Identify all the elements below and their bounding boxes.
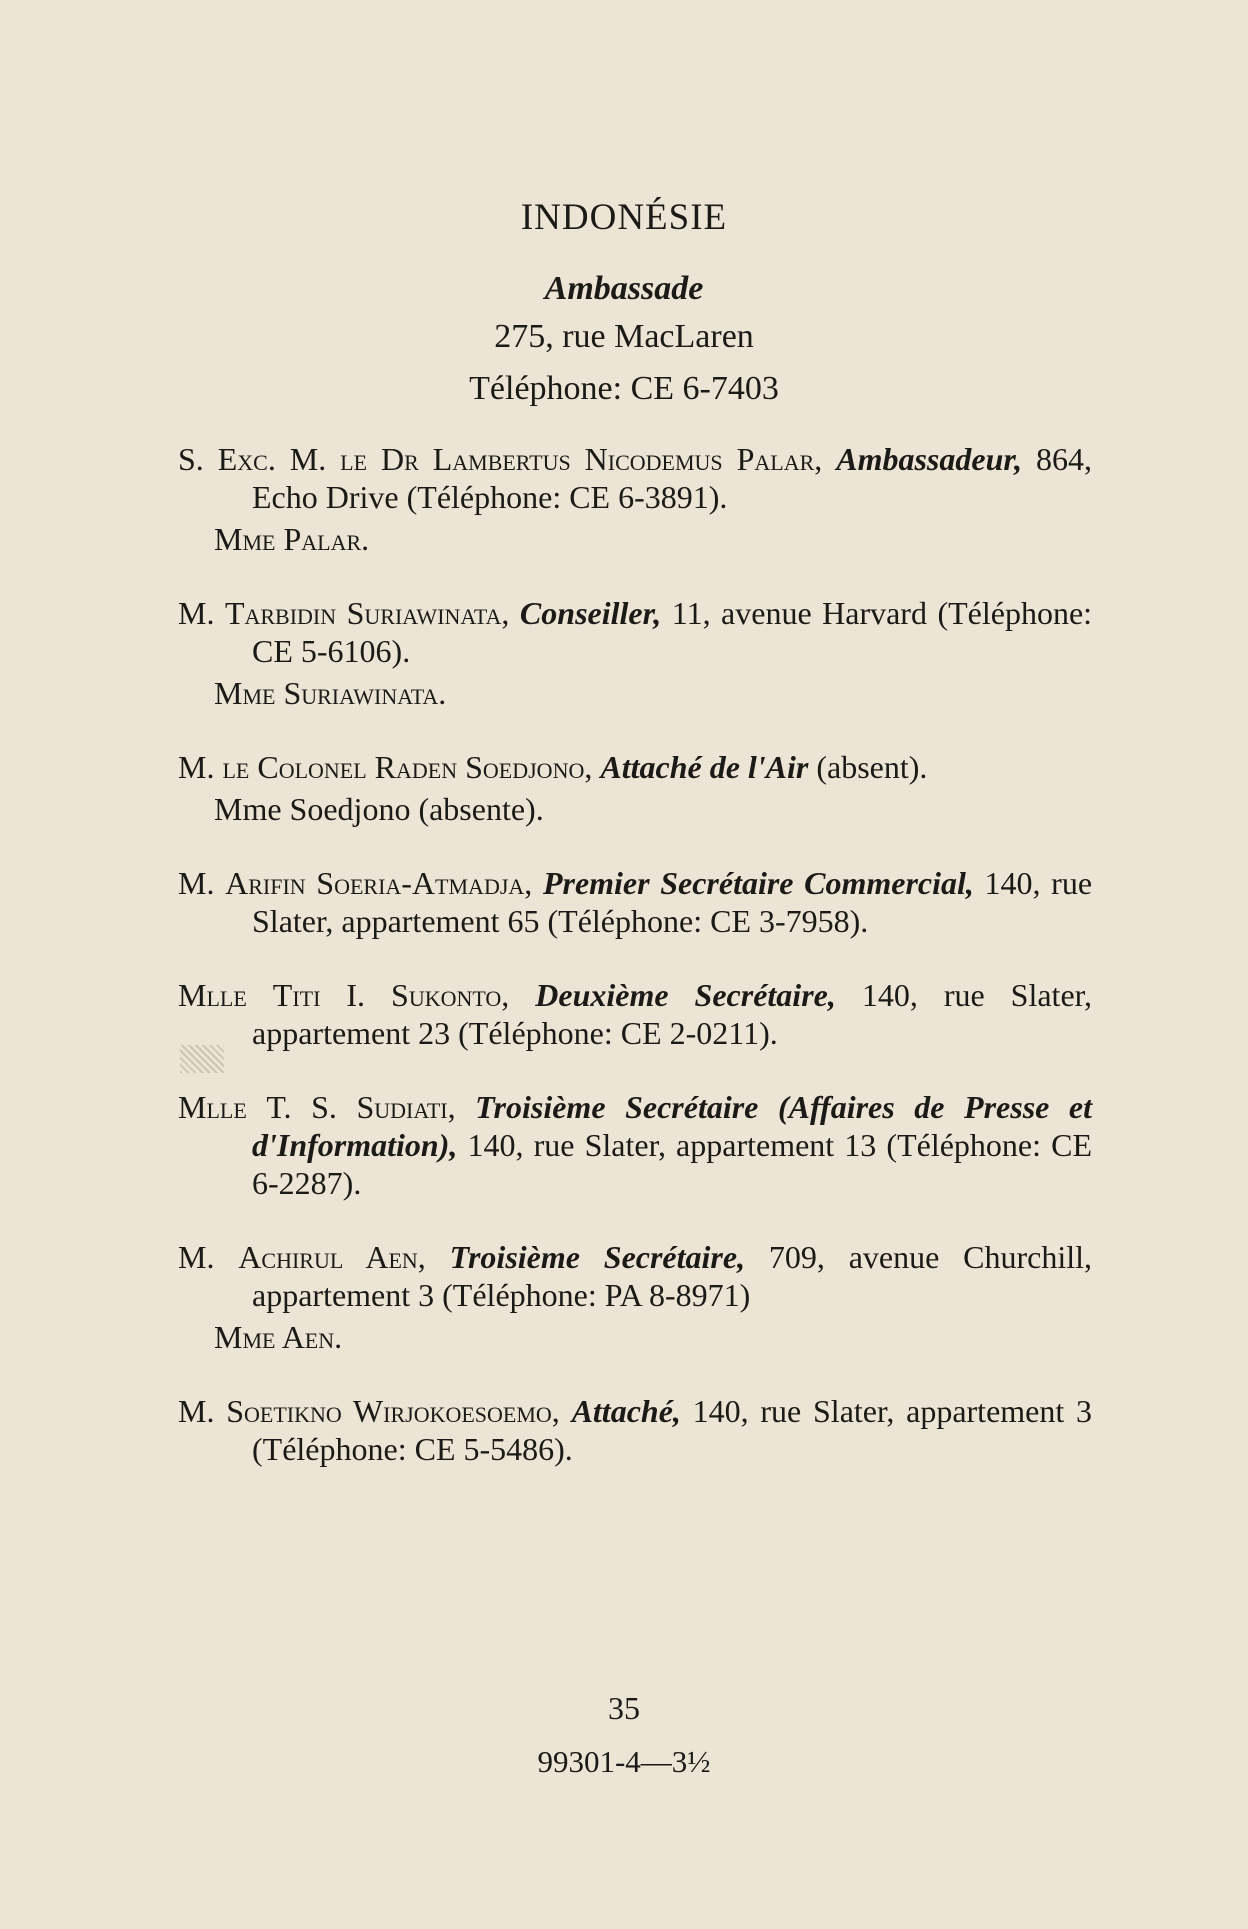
entry-role: Ambassadeur,: [836, 441, 1023, 477]
entry-honorific: S. Exc. M. le Dr: [178, 441, 419, 477]
ink-smudge: [180, 1045, 224, 1073]
entry-details: 864, Echo Drive (Téléphone: CE 6-3891).: [252, 441, 1092, 515]
entry-role: Attaché de l'Air: [600, 749, 809, 785]
entry-name: Achirul Aen,: [238, 1239, 426, 1275]
embassy-subtitle: Ambassade: [544, 270, 704, 307]
entry-honorific: M.: [178, 865, 215, 901]
entry-honorific: Mlle: [178, 977, 247, 1013]
entry-name: Titi I. Sukonto,: [272, 977, 510, 1013]
entry-details: 140, rue Slater, appartement 65 (Téléphone: CE 3-7958).: [252, 865, 1093, 939]
entry-role: Troisième Secrétaire,: [449, 1239, 746, 1275]
entry-details: 140, rue Slater, appartement 23 (Téléphone: CE 2-0211).: [252, 977, 1093, 1051]
entry-name: Lambertus Nicodemus Palar,: [432, 441, 823, 477]
entry-role: Troisième Secrétaire (Affaires de Presse et d'Information),: [252, 1089, 1093, 1163]
entry-name: Tarbidin Suriawinata,: [224, 595, 510, 631]
entry-role: Attaché,: [571, 1393, 681, 1429]
entry-role: Conseiller,: [519, 595, 662, 631]
page-number: 35: [608, 1690, 640, 1726]
print-code: 99301-4—3½: [537, 1744, 711, 1779]
entry-name: Arifin Soeria-Atmadja,: [225, 865, 533, 901]
entry-details: 140, rue Slater, appartement 3 (Téléphone: CE 5-5486).: [252, 1393, 1092, 1467]
entry-name: Colonel Raden Soedjono,: [257, 749, 593, 785]
staff-entry: [178, 594, 1092, 712]
staff-list: [178, 440, 1092, 1504]
embassy-phone: Téléphone: CE 6-7403: [469, 370, 779, 407]
staff-entry: [178, 748, 1092, 828]
entry-honorific: M.: [178, 595, 215, 631]
country-heading: INDONÉSIE: [520, 197, 728, 238]
entry-spouse: Mme Palar.: [214, 521, 370, 557]
staff-entry: [178, 1392, 1092, 1468]
staff-entry: [178, 976, 1092, 1052]
entry-spouse: Mme Suriawinata.: [214, 675, 447, 711]
entry-name: T. S. Sudiati,: [266, 1089, 456, 1125]
entry-details: 11, avenue Harvard (Téléphone: CE 5-6106).: [252, 595, 1093, 669]
staff-entry: [178, 1088, 1092, 1202]
staff-entry: [178, 864, 1092, 940]
entry-role: Deuxième Secrétaire,: [535, 977, 836, 1013]
entry-honorific: M.: [178, 1393, 215, 1429]
embassy-address: 275, rue MacLaren: [494, 318, 754, 355]
staff-entry: [178, 440, 1092, 558]
entry-details: (absent).: [816, 749, 928, 785]
entry-name: Soetikno Wirjokoesoemo,: [226, 1393, 560, 1429]
entry-spouse: Mme Soedjono (absente).: [214, 791, 544, 827]
entry-honorific: Mlle: [178, 1089, 247, 1125]
entry-honorific: M.: [178, 1239, 215, 1275]
entry-honorific: M. le: [178, 749, 250, 785]
staff-entry: [178, 1238, 1092, 1356]
entry-details: 140, rue Slater, appartement 13 (Téléphone: CE 6-2287).: [252, 1127, 1093, 1201]
entry-details: 709, avenue Churchill, appartement 3 (Téléphone: PA 8-8971): [252, 1239, 1093, 1313]
entry-spouse: Mme Aen.: [214, 1319, 343, 1355]
entry-role: Premier Secrétaire Commercial,: [542, 865, 974, 901]
